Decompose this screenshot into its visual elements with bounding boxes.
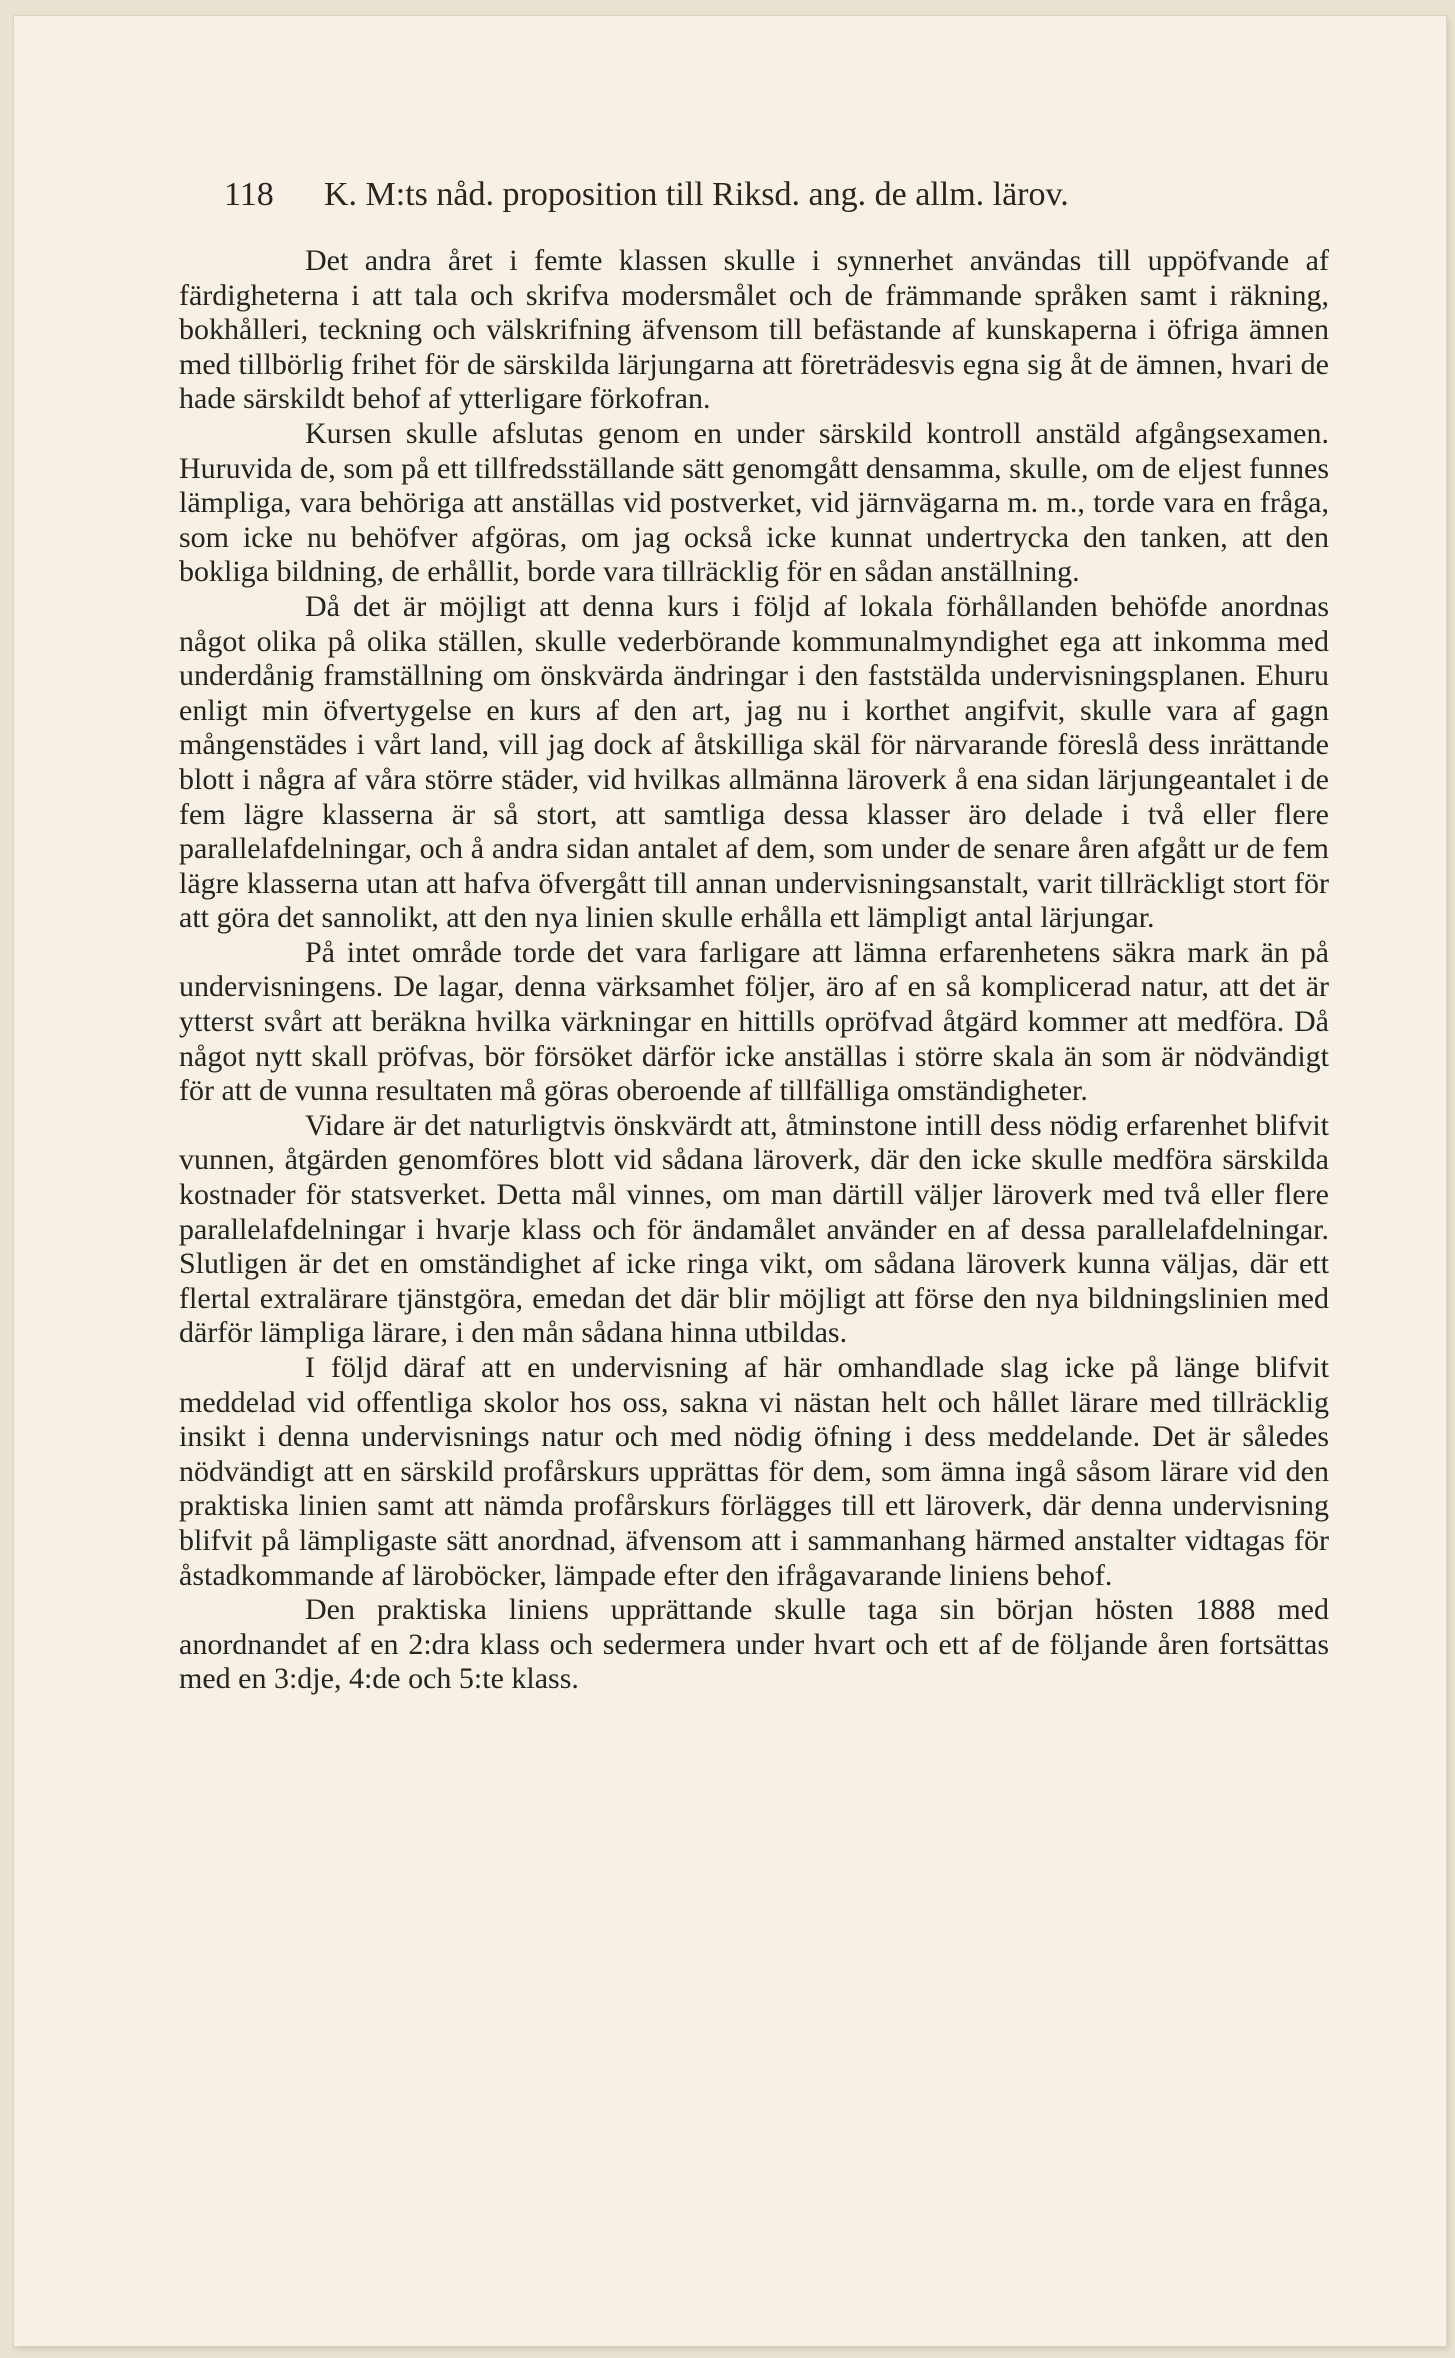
paragraph: Det andra året i femte klassen skulle i synnerhet användas till uppöfvande af färdigheterna i att tala och skrifva modersmålet och de främmande språken samt i räkning, bokhålleri, teckning och välskrifning äfvensom till befästande af kunskaperna i öfriga ämnen med tillbörlig frihet för de särskilda lärjungarna att företrädesvis egna sig åt de ämnen, hvari de hade särskildt behof af ytterligare förkofran.	[179, 244, 1329, 416]
paragraph: Vidare är det naturligtvis önskvärdt att, åtminstone intill dess nödig erfarenhet blifvit vunnen, åtgärden genomföres blott vid sådana läroverk, där den icke skulle medföra särskilda kostnader för statsverket. Detta mål vinnes, om man därtill väljer läroverk med två eller flere parallelafdelningar i hvarje klass och för ändamålet använder en af dessa parallelafdelningar. Slutligen är det en omständighet af icke ringa vikt, om sådana läroverk kunna väljas, där ett flertal extralärare tjänstgöra, emedan det där blir möjligt att förse den nya bildningslinien med därför lämpliga lärare, i den mån sådana hinna utbildas.	[179, 1108, 1329, 1350]
paragraph: I följd däraf att en undervisning af här omhandlade slag icke på länge blifvit meddelad vid offentliga skolor hos oss, sakna vi nästan helt och hållet lärare med tillräcklig insikt i denna undervisnings natur och med nödig öfning i dess meddelande. Det är således nödvändigt att en särskild profårskurs upprättas för dem, som ämna ingå såsom lärare vid den praktiska linien samt att nämda profårskurs förlägges till ett läroverk, där denna undervisning blifvit på lämpligaste sätt anordnad, äfvensom att i sammanhang härmed anstalter vidtagas för åstadkommande af läroböcker, lämpade efter den ifrågavarande liniens behof.	[179, 1351, 1329, 1592]
body-text	[179, 244, 1329, 1697]
paragraph: Då det är möjligt att denna kurs i följd af lokala förhållanden behöfde anordnas något olika på olika ställen, skulle vederbörande kommunalmyndighet ega att inkomma med underdånig framställning om önskvärda ändringar i den faststälda undervisningsplanen. Ehuru enligt min öfvertygelse en kurs af den art, jag nu i korthet angifvit, skulle vara af gagn mångenstädes i vårt land, vill jag dock af åtskilliga skäl för närvarande föreslå dess inrättande blott i några af våra större städer, vid hvilkas allmänna läroverk å ena sidan lärjungeantalet i de fem lägre klasserna är så stort, att samtliga dessa klasser äro delade i två eller flere parallelafdelningar, och å andra sidan antalet af dem, som under de senare åren afgått ur de fem lägre klasserna utan att hafva öfvergått till annan undervisningsanstalt, varit tillräckligt stort för att göra det sannolikt, att den nya linien skulle erhålla ett lämpligt antal lärjungar.	[179, 589, 1329, 935]
page-number: 118	[224, 176, 274, 213]
paragraph: På intet område torde det vara farligare att lämna erfarenhetens säkra mark än på undervisningens. De lagar, denna värksamhet följer, äro af en så komplicerad natur, att det är ytterst svårt att beräkna hvilka värkningar en hittills opröfvad åtgärd kommer att medföra. Då något nytt skall pröfvas, bör försöket därför icke anställas i större skala än som är nödvändigt för att de vunna resultaten må göras oberoende af tillfälliga omständigheter.	[179, 935, 1329, 1108]
book-page	[14, 16, 1446, 2346]
paragraph: Den praktiska liniens upprättande skulle taga sin början hösten 1888 med anordnandet af en 2:dra klass och sedermera under hvart och ett af de följande åren fortsättas med en 3:dje, 4:de och 5:te klass.	[179, 1593, 1329, 1696]
running-title: K. M:ts nåd. proposition till Riksd. ang. de allm. lärov.	[324, 176, 1069, 213]
paragraph: Kursen skulle afslutas genom en under särskild kontroll anstäld afgångsexamen. Huruvida de, som på ett tillfredsställande sätt genomgått densamma, skulle, om de eljest funnes lämpliga, vara behöriga att anställas vid postverket, vid järnvägarna m. m., torde vara en fråga, som icke nu behöfver afgöras, om jag också icke kunnat undertrycka den tanken, att den bokliga bildning, de erhållit, borde vara tillräcklig för en sådan anställning.	[179, 416, 1329, 589]
running-header	[224, 176, 1324, 214]
